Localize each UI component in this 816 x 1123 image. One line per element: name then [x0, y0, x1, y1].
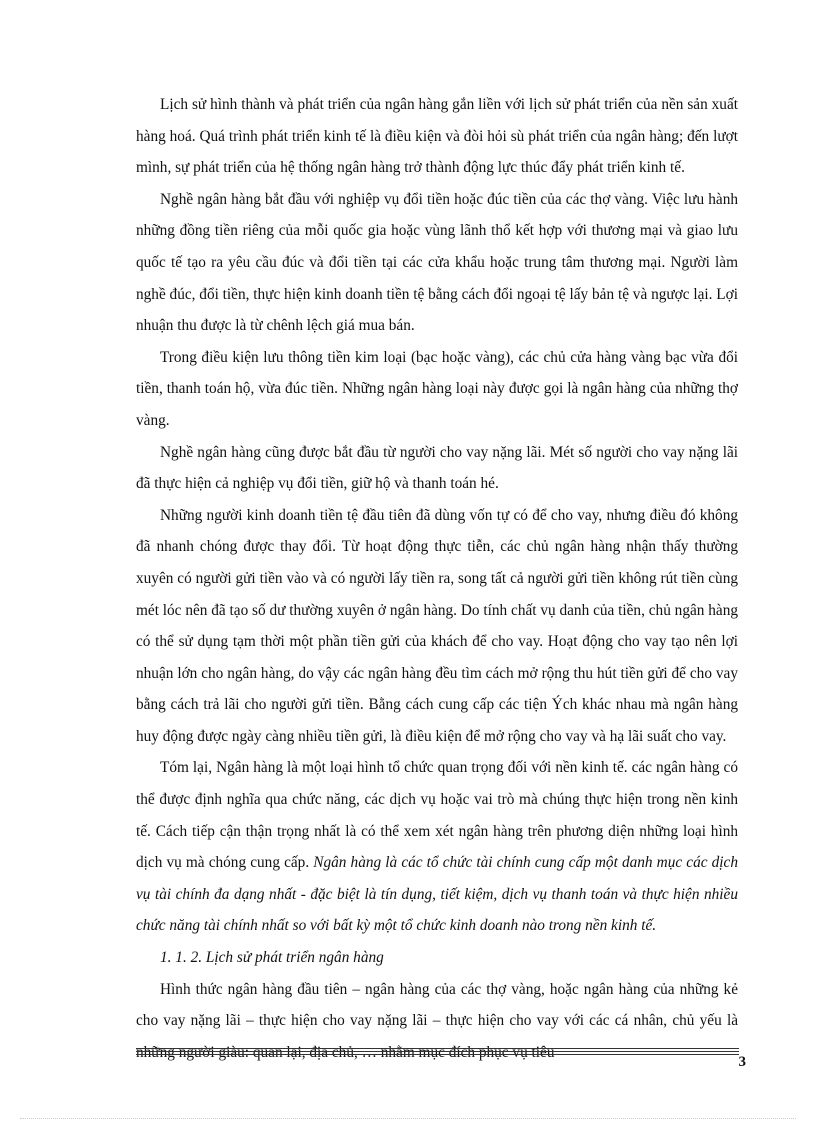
last-paragraph: Hình thức ngân hàng đầu tiên – ngân hàng của các thợ vàng, hoặc ngân hàng của những kẻ cho vay nặng lãi – thực hiện cho vay nặng lãi – thực hiện cho vay với các cá nhân, chủ yếu là những người giàu: quan lại, địa chủ, … nhằm mục đích phục vụ tiêu — [136, 980, 738, 1061]
footer-rule-middle — [136, 1051, 739, 1052]
paragraph-1: Lịch sử hình thành và phát triển của ngân hàng gắn liền với lịch sử phát triển của nền sản xuất hàng hoá. Quá trình phát triển kinh tế là điều kiện và đòi hỏi sù phát triển của ngân hàng; đến lượt mình, sự phát triển của hệ thống ngân hàng trở thành động lực thúc đẩy phát triển kinh tế. — [136, 96, 738, 177]
paragraph-4: Nghề ngân hàng cũng được bắt đầu từ người cho vay nặng lãi. Mét số người cho vay nặng lãi đã thực hiện cả nghiệp vụ đổi tiền, giữ hộ và thanh toán hé. — [136, 443, 738, 493]
footer-rule-bottom — [136, 1054, 739, 1055]
summary-plain-text: Tóm lại, Ngân hàng là một loại hình tổ chức quan trọng đối với nền kinh tế. các ngân hàng có thể được định nghĩa qua chức năng, các dịch vụ hoặc vai trò mà chúng thực hiện trong nền kinh tế. Cách tiếp cận thận trọng nhất là có thể xem xét ngân hàng trên phương diện những loại hình dịch vụ mà chóng cung cấp. — [136, 759, 738, 872]
footer-rule-top — [136, 1048, 739, 1049]
summary-italic-text: Ngân hàng là các tổ chức tài chính cung cấp một danh mục các dịch vụ tài chính đa dạng nhất - đặc biệt là tín dụng, tiết kiệm, dịch vụ thanh toán và thực hiện nhiều chức năng tài chính nhất so với bất kỳ một tổ chức kinh doanh nào trong nền kinh tế. — [136, 854, 738, 935]
paragraph-2: Nghề ngân hàng bắt đầu với nghiệp vụ đổi tiền hoặc đúc tiền của các thợ vàng. Việc lưu hành những đồng tiền riêng của mỗi quốc gia hoặc vùng lãnh thổ kết hợp với thương mại và giao lưu quốc tế tạo ra yêu cầu đúc và đổi tiền tại các cửa khẩu hoặc trung tâm thương mại. Người làm nghề đúc, đổi tiền, thực hiện kinh doanh tiền tệ bằng cách đổi ngoại tệ lấy bản tệ và ngược lại. Lợi nhuận thu được là từ chênh lệch giá mua bán. — [136, 190, 738, 335]
page-bottom-dotted-line — [20, 1118, 796, 1119]
body-text — [136, 89, 738, 1068]
summary-paragraph — [136, 752, 738, 942]
paragraph-5: Những người kinh doanh tiền tệ đầu tiên đã dùng vốn tự có để cho vay, nhưng điều đó không đã nhanh chóng được thay đổi. Từ hoạt động thực tiễn, các chủ ngân hàng nhận thấy thường xuyên có người gửi tiền vào và có người lấy tiền ra, song tất cả người gửi tiền không rút tiền cùng mét lóc nên đã tạo số dư thường xuyên ở ngân hàng. Do tính chất vụ danh của tiền, chủ ngân hàng có thể sử dụng tạm thời một phần tiền gửi của khách để cho vay. Hoạt động cho vay tạo nên lợi nhuận lớn cho ngân hàng, do vậy các ngân hàng đều tìm cách mở rộng thu hút tiền gửi để cho vay bằng cách trả lãi cho người gửi tiền. Bằng cách cung cấp các tiện Ých khác nhau mà ngân hàng huy động được ngày càng nhiều tiền gửi, là điều kiện để mở rộng cho vay và hạ lãi suất cho vay. — [136, 506, 738, 745]
paragraph-3: Trong điều kiện lưu thông tiền kim loại (bạc hoặc vàng), các chủ cửa hàng vàng bạc vừa đổi tiền, thanh toán hộ, vừa đúc tiền. Những ngân hàng loại này được gọi là ngân hàng của những thợ vàng. — [136, 348, 738, 429]
section-heading: 1. 1. 2. Lịch sử phát triển ngân hàng — [160, 949, 384, 967]
page-number: 3 — [738, 1054, 746, 1070]
